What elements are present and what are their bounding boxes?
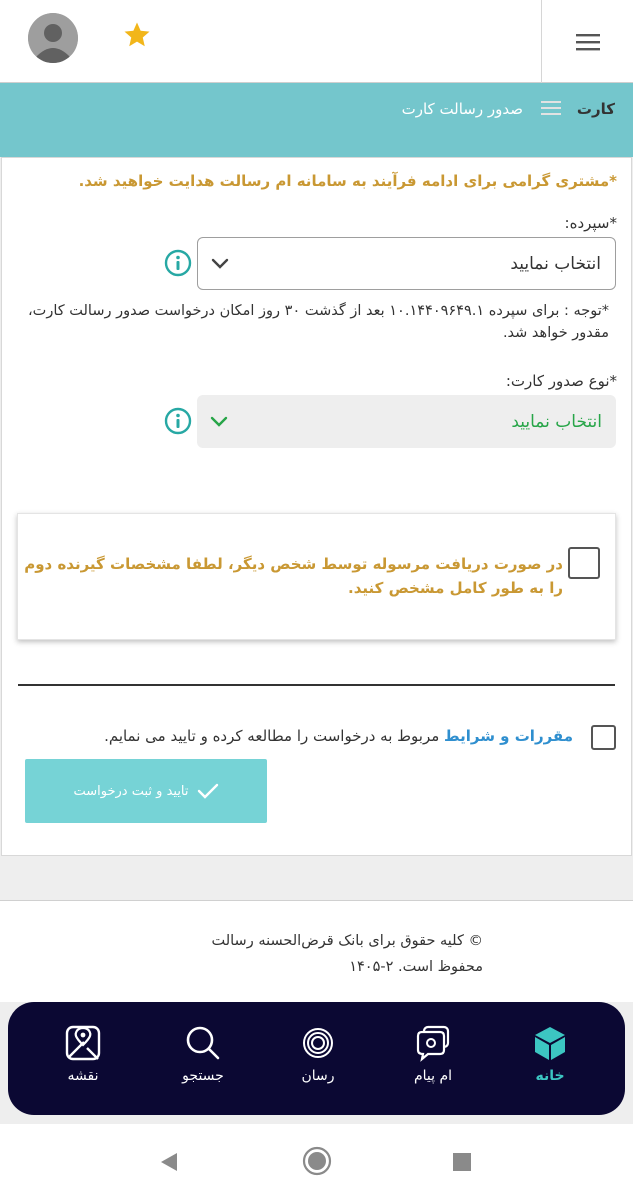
submit-button[interactable] — [25, 759, 267, 823]
info-icon[interactable] — [164, 249, 192, 277]
deposit-label: *سپرده: — [564, 214, 617, 232]
nav-search[interactable] — [148, 1002, 258, 1115]
issue-type-select[interactable] — [197, 395, 616, 448]
second-recipient-checkbox[interactable] — [568, 547, 600, 579]
issue-type-label: *نوع صدور کارت: — [505, 372, 617, 390]
menu-button[interactable] — [541, 0, 633, 83]
check-icon — [197, 782, 219, 800]
home-circle-icon[interactable] — [302, 1146, 332, 1176]
hamburger-icon — [575, 32, 601, 52]
nav-rasan-label: رسان — [301, 1068, 335, 1084]
box-icon — [531, 1024, 569, 1062]
terms-text — [53, 727, 573, 745]
copyright-line2: محفوظ است. ۲-۱۴۰۵ — [349, 959, 483, 975]
deposit-note: *توجه : برای سپرده ۱۰.۱۴۴۰۹۶۴۹.۱ بعد از گذشت ۳۰ روز امکان درخواست صدور رسالت کارت، مقدور خواهد شد. — [28, 303, 609, 341]
terms-checkbox[interactable] — [591, 725, 616, 750]
back-icon[interactable] — [158, 1151, 180, 1173]
header-strip — [0, 83, 633, 157]
copyright — [123, 928, 483, 980]
terms-link[interactable]: مقررات و شرایط — [444, 727, 573, 745]
nav-map[interactable] — [28, 1002, 138, 1115]
avatar-icon[interactable] — [28, 13, 78, 63]
nav-home[interactable] — [495, 1002, 605, 1115]
bottom-nav — [8, 1002, 625, 1115]
submit-label: تایید و ثبت درخواست — [73, 783, 189, 799]
nav-mpayam[interactable] — [378, 1002, 488, 1115]
deposit-select-value: انتخاب نمایید — [510, 253, 601, 274]
chevron-down-icon — [210, 257, 230, 271]
chat-icon — [414, 1024, 452, 1062]
copyright-line1: © کلیه حقوق برای بانک قرض‌الحسنه رسالت — [211, 933, 483, 949]
terms-rest: مربوط به درخواست را مطالعه کرده و تایید می نمایم. — [104, 727, 445, 745]
nav-mpayam-label: ام پیام — [413, 1068, 453, 1084]
deposit-select[interactable] — [197, 237, 616, 290]
second-recipient-text: در صورت دریافت مرسوله توسط شخص دیگر، لطفا مشخصات گیرنده دوم را به طور کامل مشخص کنید. — [24, 555, 563, 597]
nav-home-label: خانه — [535, 1068, 565, 1084]
system-nav-bar — [0, 1124, 633, 1200]
nav-search-label: جستجو — [182, 1068, 224, 1084]
recents-icon[interactable] — [452, 1152, 472, 1172]
map-icon — [64, 1024, 102, 1062]
search-icon — [184, 1024, 222, 1062]
breadcrumb-page: صدور رسالت کارت — [401, 100, 523, 118]
star-icon[interactable] — [122, 20, 152, 50]
issue-type-select-value: انتخاب نمایید — [511, 411, 602, 432]
redirect-notice: *مشتری گرامی برای ادامه فرآیند به سامانه ام رسالت هدایت خواهید شد. — [78, 172, 617, 190]
info-icon[interactable] — [164, 407, 192, 435]
top-bar — [0, 0, 633, 83]
breadcrumb-root[interactable]: کارت — [576, 100, 615, 118]
list-icon — [540, 99, 562, 117]
nav-map-label: نقشه — [67, 1068, 99, 1084]
chevron-down-icon — [209, 415, 229, 429]
divider — [18, 684, 615, 686]
rasan-icon — [299, 1024, 337, 1062]
nav-rasan[interactable] — [263, 1002, 373, 1115]
second-recipient-box — [17, 513, 616, 640]
